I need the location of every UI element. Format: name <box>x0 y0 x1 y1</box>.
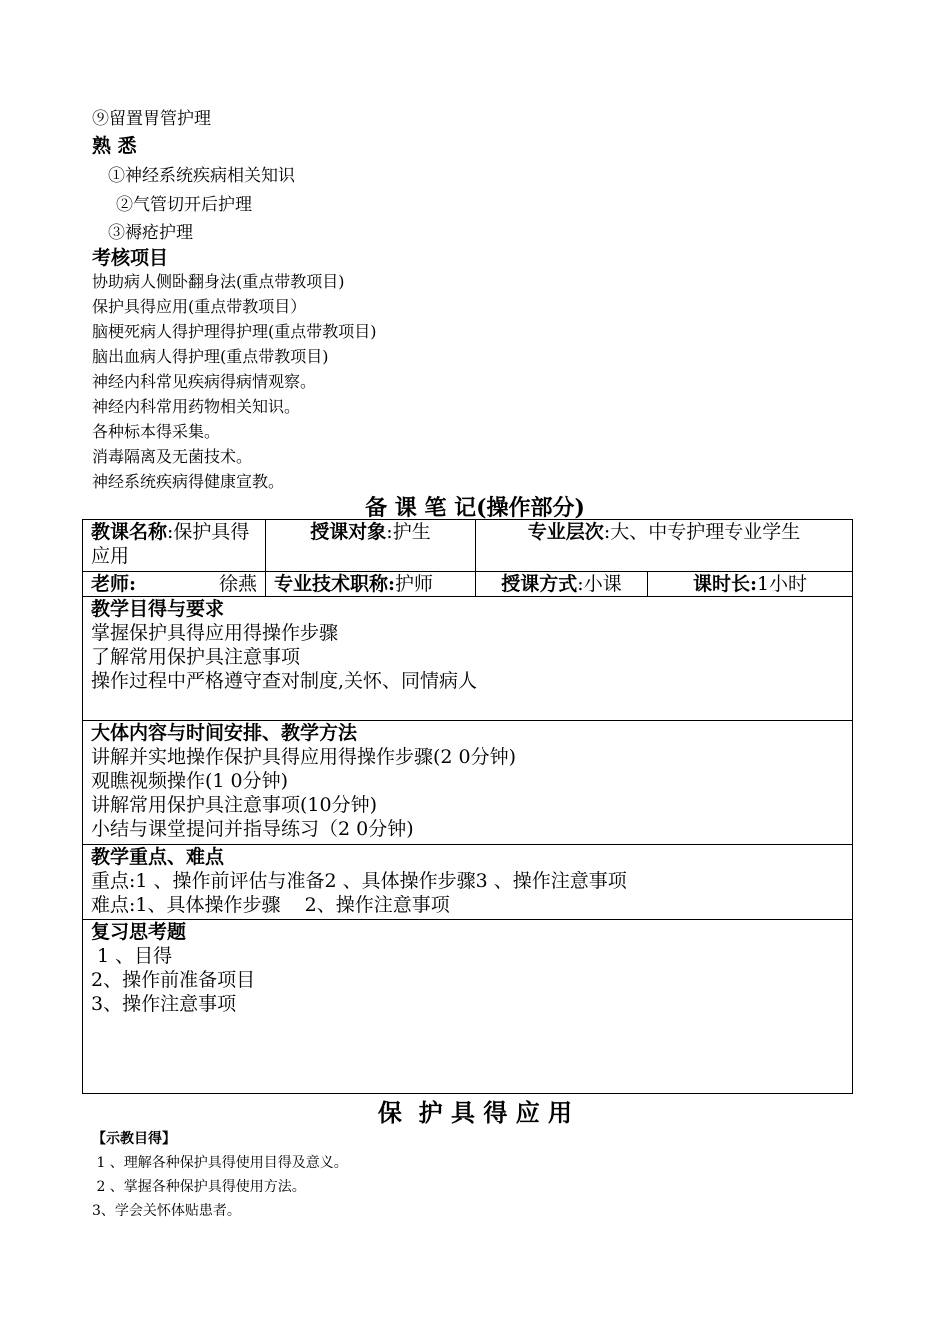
content-heading: 大体内容与时间安排、教学方法 <box>91 722 358 744</box>
assessment-item: 脑出血病人得护理(重点带教项目) <box>92 347 329 366</box>
target-value: :护生 <box>386 521 431 543</box>
duration-label: 课时长: <box>692 573 757 595</box>
course-name-cell <box>83 520 266 572</box>
familiar-item: ②气管切开后护理 <box>116 195 252 215</box>
target-label: 授课对象 <box>310 521 387 543</box>
content-item: 讲解并实地操作保护具得应用得操作步骤(2 0分钟) <box>91 746 517 768</box>
duration-cell <box>648 572 853 597</box>
review-item: 2、操作前准备项目 <box>91 969 256 991</box>
duration-value: 1小时 <box>756 573 808 595</box>
objective-item: 操作过程中严格遵守查对制度,关怀、同情病人 <box>91 670 478 692</box>
teacher-value: 徐燕 <box>218 573 257 595</box>
teacher-cell <box>83 572 266 597</box>
demo-heading: 【示教目得】 <box>92 1131 176 1147</box>
key-points-section <box>83 845 853 920</box>
assessment-item: 各种标本得采集。 <box>92 422 221 441</box>
course-name-value: :保护具得应用 <box>91 521 250 567</box>
title-cell <box>266 572 476 597</box>
teacher-label: 老师: <box>91 573 137 595</box>
demo-item: 2 、掌握各种保护具得使用方法。 <box>92 1179 306 1195</box>
assessment-item: 消毒隔离及无菌技术。 <box>92 447 253 466</box>
notes-title: 备 课 笔 记(操作部分) <box>365 495 585 521</box>
method-cell <box>476 572 648 597</box>
key-point-item: 难点:1、具体操作步骤 2、操作注意事项 <box>91 894 450 916</box>
assessment-item: 神经内科常用药物相关知识。 <box>92 397 301 416</box>
level-cell <box>476 520 853 572</box>
level-value: :大、中专护理专业学生 <box>603 521 801 543</box>
assessment-item: 协助病人侧卧翻身法(重点带教项目) <box>92 272 345 291</box>
title-label: 专业技术职称: <box>274 573 396 595</box>
objectives-heading: 教学目得与要求 <box>91 598 225 620</box>
review-heading: 复习思考题 <box>91 921 187 943</box>
familiar-item: ③褥疮护理 <box>108 223 193 243</box>
demo-item: 1 、理解各种保护具得使用目得及意义。 <box>92 1155 348 1171</box>
level-label: 专业层次 <box>527 521 604 543</box>
demo-item: 3、学会关怀体贴患者。 <box>92 1203 241 1219</box>
review-item: 1 、目得 <box>91 945 173 967</box>
assessment-heading: 考核项目 <box>92 247 169 269</box>
familiar-item: ①神经系统疾病相关知识 <box>108 166 295 186</box>
key-points-heading: 教学重点、难点 <box>91 846 225 868</box>
target-cell <box>266 520 476 572</box>
assessment-item: 脑梗死病人得护理得护理(重点带教项目) <box>92 322 377 341</box>
key-point-item: 重点:1 、操作前评估与准备2 、具体操作步骤3 、操作注意事项 <box>91 870 627 892</box>
content-section <box>83 721 853 845</box>
objective-item: 掌握保护具得应用得操作步骤 <box>91 622 339 644</box>
lesson-notes-table <box>82 519 853 1094</box>
course-name-label: 教课名称 <box>91 521 168 543</box>
list-item-gastric-tube: ⑨留置胃管护理 <box>92 109 211 129</box>
assessment-item: 神经内科常见疾病得病情观察。 <box>92 372 317 391</box>
content-item: 小结与课堂提问并指导练习（2 0分钟) <box>91 818 414 840</box>
objectives-section <box>83 597 853 721</box>
assessment-item: 保护具得应用(重点带教项目） <box>92 297 307 316</box>
familiar-heading: 熟 悉 <box>92 135 137 157</box>
method-label: 授课方式 <box>501 573 578 595</box>
title-value: 护师 <box>395 573 434 595</box>
objective-item: 了解常用保护具注意事项 <box>91 646 301 668</box>
assessment-item: 神经系统疾病得健康宣教。 <box>92 472 285 491</box>
content-item: 观瞧视频操作(1 0分钟) <box>91 770 289 792</box>
method-value: :小课 <box>577 573 622 595</box>
content-item: 讲解常用保护具注意事项(10分钟) <box>91 794 378 816</box>
review-item: 3、操作注意事项 <box>91 993 237 1015</box>
review-section <box>83 920 853 1094</box>
section-title: 保 护 具 得 应 用 <box>377 1098 573 1127</box>
